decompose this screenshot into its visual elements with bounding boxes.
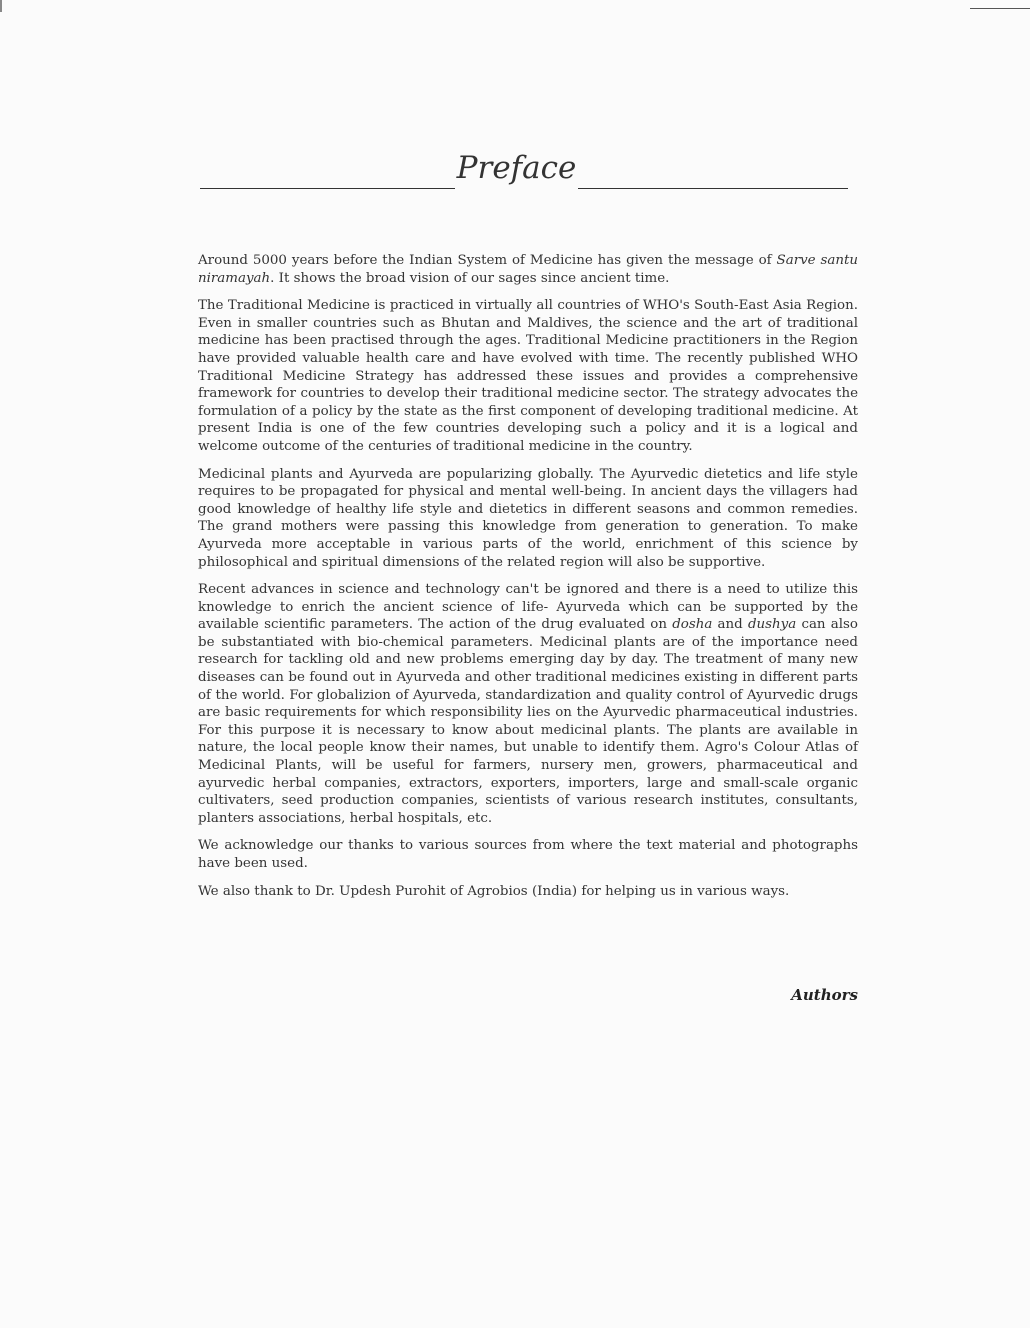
- paragraph-4: [198, 581, 858, 827]
- signature: Authors: [791, 986, 858, 1004]
- title-row: [200, 148, 848, 198]
- preface-body: [198, 252, 858, 910]
- text: Recent advances in science and technology can't be ignored and there is a need to utilize this knowledge to enrich the ancient science of life- Ayurveda which can be supported by the available scientific parameters. The action of the drug evaluated on: [198, 582, 858, 633]
- scan-mark: [0, 0, 2, 12]
- italic-phrase: Sarve santu niramayah: [198, 253, 858, 286]
- paragraph-1: [198, 252, 858, 287]
- text: Around 5000 years before the Indian System of Medicine has given the message of: [198, 253, 777, 268]
- text: and: [712, 617, 748, 633]
- text: can also be substantiated with bio-chemical parameters. Medicinal plants are of the importance need research for tackling old and new problems emerging day by day. The treatment of many new diseases can be found out in Ayurveda and other traditional medicines existing in different parts of the world. For globalizion of Ayurveda, standardization and quality control of Ayurvedic drugs are basic requirements for which responsibility lies on the Ayurvedic pharmaceutical industries. For this purpose it is necessary to know about medicinal plants. The plants are available in nature, the local people know their names, but unable to identify them. Agro's Colour Atlas of Medicinal Plants, will be useful for farmers, nursery men, growers, pharmaceutical and ayurvedic herbal companies, extractors, exporters, importers, large and small-scale organic cultivaters, seed production companies, scientists of various research institutes, consultants, planters associations, herbal hospitals, etc.: [198, 617, 858, 826]
- paragraph-5: We acknowledge our thanks to various sources from where the text material and photographs have been used.: [198, 838, 858, 871]
- title-rule-left: [200, 188, 455, 189]
- scan-mark: [970, 8, 1030, 9]
- italic-term: dushya: [747, 617, 797, 633]
- title-rule-right: [578, 188, 848, 189]
- paragraph-3: Medicinal plants and Ayurveda are popularizing globally. The Ayurvedic dietetics and life style requires to be propagated for physical and mental well-being. In ancient days the villagers had good knowledge of healthy life style and dietetics in different seasons and common remedies. The grand mothers were passing this knowledge from generation to generation. To make Ayurveda more acceptable in various parts of the world, enrichment of this science by philosophical and spiritual dimensions of the related region will also be supportive.: [198, 466, 858, 570]
- italic-term: dosha: [672, 617, 713, 633]
- paragraph-6: We also thank to Dr. Updesh Purohit of Agrobios (India) for helping us in various ways.: [198, 883, 790, 899]
- paragraph-2: The Traditional Medicine is practiced in virtually all countries of WHO's South-East Asia Region. Even in smaller countries such as Bhutan and Maldives, the science and the art of traditional medicine has been practised through the ages. Traditional Medicine practitioners in the Region have provided valuable health care and have evolved with time. The recently published WHO Traditional Medicine Strategy has addressed these issues and provides a comprehensive framework for countries to develop their traditional medicine sector. The strategy advocates the formulation of a policy by the state as the first component of developing traditional medicine. At present India is one of the few countries developing such a policy and it is a logical and welcome outcome of the centuries of traditional medicine in the country.: [198, 298, 858, 454]
- text: . It shows the broad vision of our sages since ancient time.: [270, 270, 670, 286]
- page-title: Preface: [456, 150, 577, 186]
